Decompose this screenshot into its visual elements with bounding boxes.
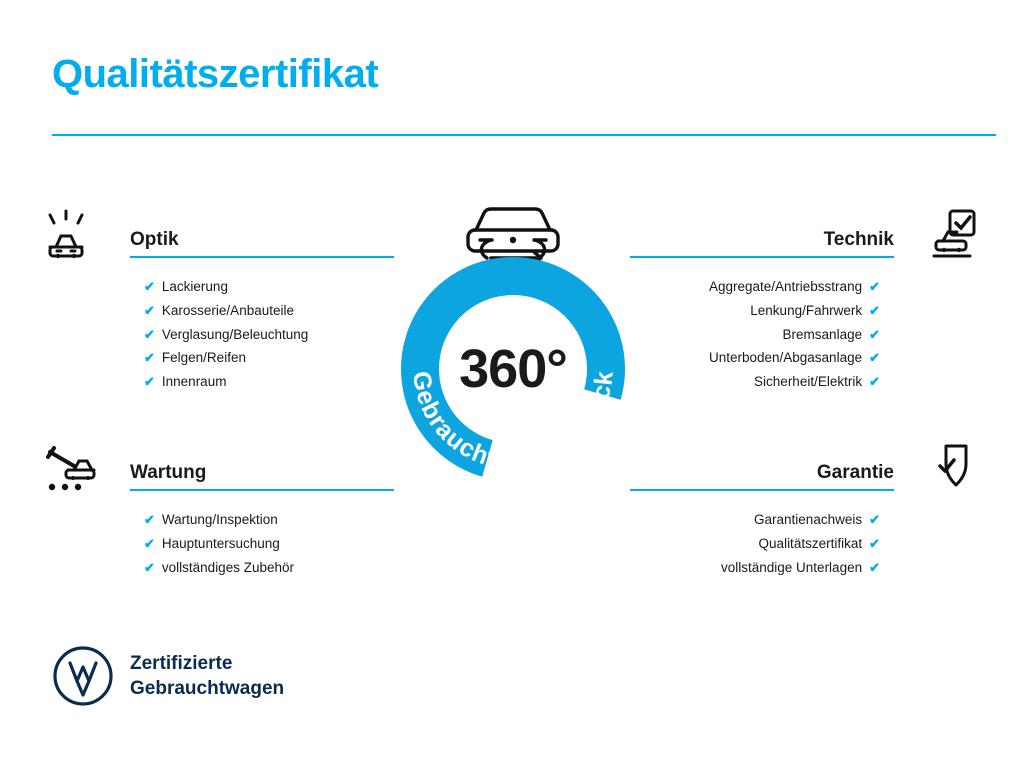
list-item-label: Aggregate/Antriebsstrang <box>708 279 863 294</box>
check-ring <box>388 244 638 494</box>
section-wartung-header <box>44 438 394 500</box>
check-icon: ✔ <box>869 559 880 575</box>
section-divider <box>630 256 894 258</box>
section-garantie-items <box>630 508 980 579</box>
shield-check-icon <box>908 440 980 496</box>
list-item <box>630 275 980 299</box>
list-item <box>44 323 394 347</box>
list-item-label: Lackierung <box>161 279 228 294</box>
check-icon: ✔ <box>869 326 880 342</box>
svg-text:Gebrauchtwagen-Check: Gebrauchtwagen-Check <box>407 369 619 476</box>
list-item-label: Unterboden/Abgasanlage <box>708 350 863 366</box>
brand-text <box>130 651 284 701</box>
list-item <box>44 532 394 556</box>
section-heading: Technik <box>823 229 894 250</box>
list-item <box>44 346 394 370</box>
left-column <box>44 205 394 579</box>
section-heading: Garantie <box>816 461 894 483</box>
brand-line-1: Zertifizierte <box>130 653 233 674</box>
list-item-label: Innenraum <box>161 374 227 390</box>
check-icon: ✔ <box>144 279 155 294</box>
check-icon: ✔ <box>869 511 880 527</box>
vw-logo-icon <box>52 645 114 707</box>
section-heading: Optik <box>130 229 179 250</box>
section-garantie <box>630 438 980 579</box>
section-divider <box>630 489 894 491</box>
list-item-label: Verglasung/Beleuchtung <box>161 326 309 342</box>
check-icon: ✔ <box>869 279 880 294</box>
check-icon: ✔ <box>144 302 155 318</box>
list-item-label: vollständiges Zubehör <box>161 559 294 575</box>
check-icon: ✔ <box>144 374 155 390</box>
section-technik-items <box>630 275 980 394</box>
list-item-label: Garantienachweis <box>754 511 863 527</box>
section-wartung <box>44 438 394 579</box>
right-column <box>630 205 980 579</box>
section-technik-header <box>630 205 980 267</box>
check-badge <box>370 196 655 506</box>
list-item-label: Bremsanlage <box>782 326 863 342</box>
page-title: Qualitätszertifikat <box>52 52 379 96</box>
section-optik <box>44 205 394 394</box>
list-item <box>44 370 394 394</box>
section-divider <box>130 256 394 258</box>
list-item <box>630 532 980 556</box>
footer-brand <box>52 645 284 707</box>
section-wartung-items <box>44 508 394 579</box>
car-wash-icon <box>44 207 116 263</box>
section-divider <box>130 489 394 491</box>
list-item-label: Felgen/Reifen <box>161 350 246 366</box>
check-icon: ✔ <box>869 350 880 366</box>
car-check-icon <box>908 207 980 263</box>
list-item <box>630 556 980 580</box>
list-item <box>44 556 394 580</box>
list-item <box>630 299 980 323</box>
list-item <box>44 508 394 532</box>
check-icon: ✔ <box>144 511 155 527</box>
check-icon: ✔ <box>869 535 880 551</box>
section-optik-header <box>44 205 394 267</box>
section-heading: Wartung <box>130 461 207 483</box>
section-optik-items <box>44 275 394 394</box>
list-item <box>630 323 980 347</box>
list-item-label: Wartung/Inspektion <box>161 511 278 527</box>
list-item <box>44 275 394 299</box>
check-icon: ✔ <box>144 535 155 551</box>
list-item-label: Hauptuntersuchung <box>161 535 280 551</box>
section-garantie-header <box>630 438 980 500</box>
check-icon: ✔ <box>144 326 155 342</box>
list-item-label: vollständige Unterlagen <box>721 559 863 575</box>
list-item <box>630 346 980 370</box>
list-item <box>630 508 980 532</box>
list-item <box>44 299 394 323</box>
list-item-label: Qualitätszertifikat <box>758 535 863 551</box>
degree-label: 360° <box>459 339 567 399</box>
section-technik <box>630 205 980 394</box>
list-item-label: Karosserie/Anbauteile <box>161 302 294 318</box>
car-lift-icon <box>44 440 116 496</box>
check-icon: ✔ <box>144 559 155 575</box>
list-item-label: Lenkung/Fahrwerk <box>750 302 863 318</box>
check-icon: ✔ <box>144 350 155 366</box>
brand-line-2: Gebrauchtwagen <box>130 678 285 699</box>
check-icon: ✔ <box>869 302 880 318</box>
list-item <box>630 370 980 394</box>
list-item-label: Sicherheit/Elektrik <box>754 374 863 390</box>
check-icon: ✔ <box>869 374 880 390</box>
title-divider <box>52 134 996 136</box>
